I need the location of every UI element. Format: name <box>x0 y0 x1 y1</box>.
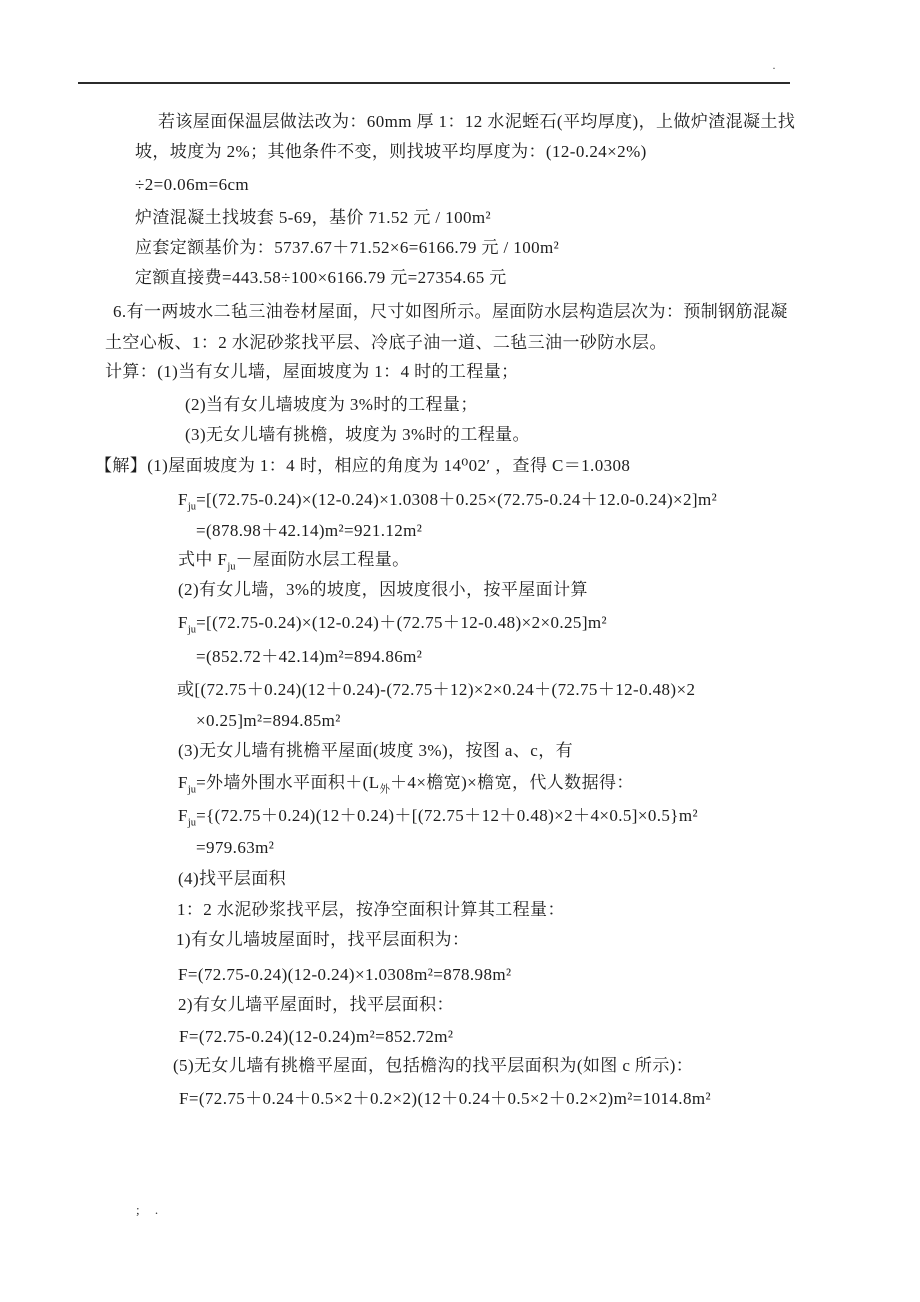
text-line: (5)无女儿墙有挑檐平屋面，包括檐沟的找平层面积为(如图 c 所示)： <box>173 1056 694 1075</box>
text-line: 1：2 水泥砂浆找平层，按净空面积计算其工程量： <box>177 900 565 919</box>
formula-line: $F_{ju}=\{(72.75+0.24)(12+0.24)+[(72.75+12+0.48)\times 2+4\times 0.5]\times 0.5\}m^2$ <box>178 806 698 829</box>
text-line: 应套定额基价为：5737.67＋71.52×6=6166.79 元 / 100m² <box>135 238 560 257</box>
text-line: 若该屋面保温层做法改为：60mm 厚 1：12 水泥蛭石(平均厚度)，上做炉渣混凝土找 <box>158 112 796 131</box>
text-line: 2)有女儿墙平屋面时，找平层面积： <box>178 995 454 1014</box>
formula-line: F=(72.75-0.24)(12-0.24)×1.0308m²=878.98m² <box>178 965 512 984</box>
text-line: 式中 $F_{ju}-$屋面防水层工程量。 <box>178 550 410 573</box>
formula-line: =(878.98＋42.14)m²=921.12m² <box>196 521 423 540</box>
formula-line: 或[(72.75＋0.24)(12＋0.24)-(72.75＋12)×2×0.24＋(72.75＋12-0.48)×2 <box>177 680 696 699</box>
formula-line: $F_{ju}=[(72.75-0.24)\times(12-0.24)+(72.75+12-0.48)\times 2\times 0.25]m^2$ <box>178 613 608 636</box>
text-line: 6.有一两坡水二毡三油卷材屋面，尺寸如图所示。屋面防水层构造层次为：预制钢筋混凝 <box>113 302 788 321</box>
text-line: 计算：(1)当有女儿墙，屋面坡度为 1：4 时的工程量； <box>105 362 519 381</box>
header-rule <box>78 82 790 84</box>
text-line: (3)无女儿墙有挑檐，坡度为 3%时的工程量。 <box>185 425 530 444</box>
formula-line: =979.63m² <box>196 838 275 857</box>
text-line: ÷2=0.06m=6cm <box>135 175 250 194</box>
formula-line: F=(72.75-0.24)(12-0.24)m²=852.72m² <box>179 1027 454 1046</box>
formula-line: $F_{ju}=[(72.75-0.24)\times(12-0.24)\times 1.0308+0.25\times(72.75-0.24+12.0-0.24)\times 2]m^2$ <box>178 490 718 513</box>
text-line: (4)找平层面积 <box>178 869 287 888</box>
footer-stray-marks: ; . <box>136 1202 165 1217</box>
formula-line: =(852.72＋42.14)m²=894.86m² <box>196 647 423 666</box>
formula-line: $F_{ju}=$外墙外围水平面积$+(L_外+4\times$檐宽)×檐宽，代人数据得： <box>178 773 634 796</box>
text-line: 定额直接费=443.58÷100×6166.79 元=27354.65 元 <box>135 268 507 287</box>
text-line: (2)有女儿墙，3%的坡度，因坡度很小，按平屋面计算 <box>178 580 588 599</box>
text-line: 土空心板、1：2 水泥砂浆找平层、冷底子油一道、二毡三油一砂防水层。 <box>105 333 667 352</box>
formula-line: F=(72.75＋0.24＋0.5×2＋0.2×2)(12＋0.24＋0.5×2＋0.2×2)m²=1014.8m² <box>179 1089 711 1108</box>
stray-dot: · <box>772 61 776 75</box>
text-line: 【解】(1)屋面坡度为 1：4 时，相应的角度为 14⁰02′ ，查得 C＝1.0308 <box>95 456 631 475</box>
text-line: 1)有女儿墙坡屋面时，找平层面积为： <box>176 930 470 949</box>
formula-line: ×0.25]m²=894.85m² <box>196 711 341 730</box>
text-line: (2)当有女儿墙坡度为 3%时的工程量； <box>185 395 478 414</box>
text-line: (3)无女儿墙有挑檐平屋面(坡度 3%)，按图 a、c，有 <box>178 741 573 760</box>
text-line: 炉渣混凝土找坡套 5-69，基价 71.52 元 / 100m² <box>135 208 492 227</box>
text-line: 坡，坡度为 2%；其他条件不变，则找坡平均厚度为：(12-0.24×2%) <box>135 142 647 161</box>
